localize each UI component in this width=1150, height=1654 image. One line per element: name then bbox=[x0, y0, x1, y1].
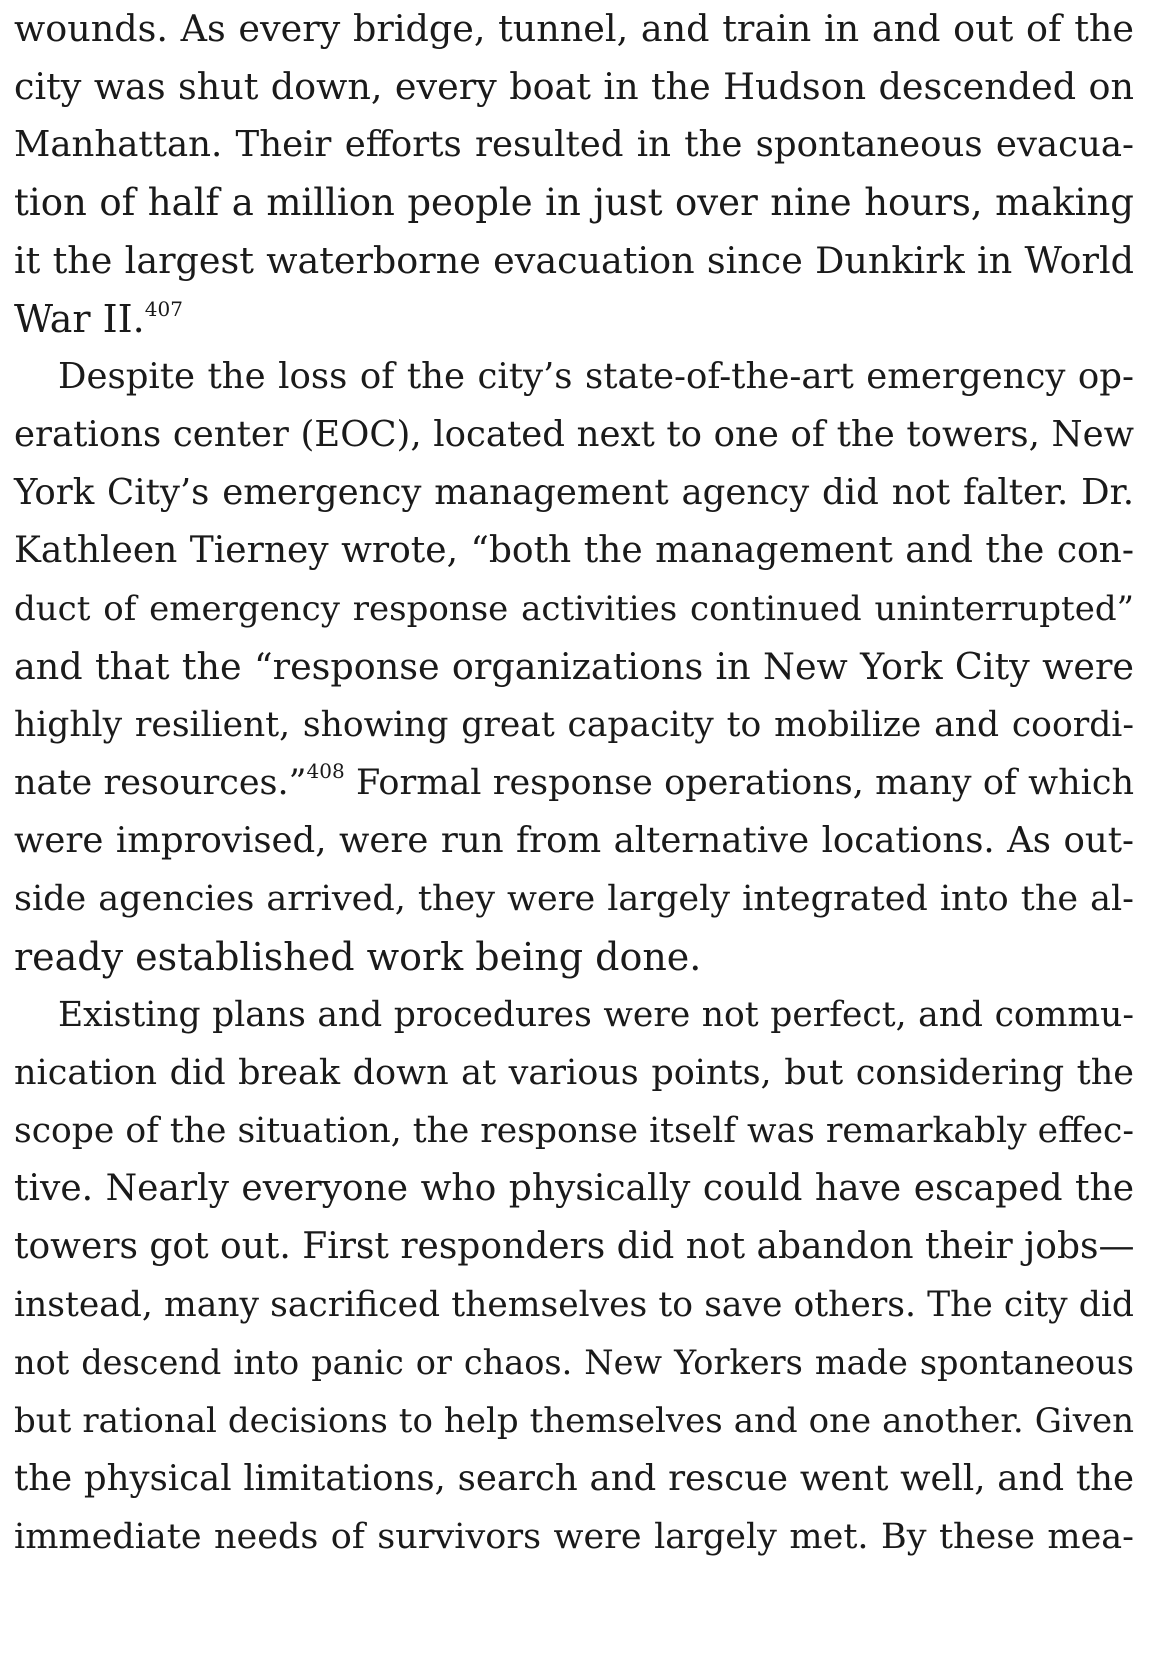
text-line: Despite the loss of the city’s state-of-the-art emergency op- bbox=[58, 356, 1134, 397]
text-line: the physical limitations, search and rescue went well, and the bbox=[14, 1458, 1134, 1499]
text-line: city was shut down, every boat in the Hudson descended on bbox=[14, 65, 1134, 108]
paragraph-1 bbox=[14, 0, 1134, 348]
text-line: nication did break down at various points, but considering the bbox=[14, 1053, 1134, 1093]
text-line: Existing plans and procedures were not perfect, and commu- bbox=[58, 995, 1134, 1035]
text-line: and that the “response organizations in New York City were bbox=[14, 645, 1134, 688]
document-page bbox=[14, 0, 1134, 1566]
text-line: instead, many sacrificed themselves to save others. The city did bbox=[14, 1285, 1134, 1325]
text-line-content: nate resources.” bbox=[14, 763, 307, 803]
text-line: were improvised, were run from alternative locations. As out- bbox=[14, 820, 1134, 861]
text-line: tion of half a million people in just over nine hours, making bbox=[14, 181, 1134, 224]
text-line: not descend into panic or chaos. New Yorkers made spontaneous bbox=[14, 1343, 1134, 1382]
text-line: it the largest waterborne evacuation since Dunkirk in World bbox=[14, 239, 1134, 282]
text-line: erations center (EOC), located next to one of the towers, New bbox=[14, 414, 1134, 455]
text-line bbox=[14, 754, 1134, 812]
text-line: wounds. As every bridge, tunnel, and train in and out of the bbox=[14, 7, 1134, 50]
footnote-ref-407[interactable]: 407 bbox=[144, 297, 183, 321]
footnote-ref-408[interactable]: 408 bbox=[306, 759, 345, 783]
text-line bbox=[14, 290, 1134, 348]
text-line: duct of emergency response activities continued uninterrupted” bbox=[14, 589, 1134, 629]
text-line: ready established work being done. bbox=[14, 935, 702, 979]
text-line: scope of the situation, the response itself was remarkably effec- bbox=[14, 1111, 1134, 1151]
text-line: towers got out. First responders did not abandon their jobs— bbox=[14, 1226, 1135, 1267]
text-line: tive. Nearly everyone who physically could have escaped the bbox=[14, 1168, 1134, 1209]
text-line: immediate needs of survivors were largely met. By these mea- bbox=[14, 1517, 1134, 1557]
text-line-content: War II. bbox=[14, 297, 145, 341]
text-line-tail: Formal response operations, many of which bbox=[356, 763, 1134, 803]
text-line: side agencies arrived, they were largely integrated into the al- bbox=[14, 879, 1134, 919]
text-line: highly resilient, showing great capacity to mobilize and coordi- bbox=[14, 705, 1134, 745]
text-line: Kathleen Tierney wrote, “both the management and the con- bbox=[14, 530, 1134, 571]
paragraph-2 bbox=[14, 348, 1134, 986]
text-line: but rational decisions to help themselves and one another. Given bbox=[14, 1401, 1134, 1441]
text-line: York City’s emergency management agency did not falter. Dr. bbox=[14, 472, 1134, 513]
paragraph-3 bbox=[14, 986, 1134, 1566]
text-line: Manhattan. Their efforts resulted in the spontaneous evacua- bbox=[14, 124, 1134, 165]
